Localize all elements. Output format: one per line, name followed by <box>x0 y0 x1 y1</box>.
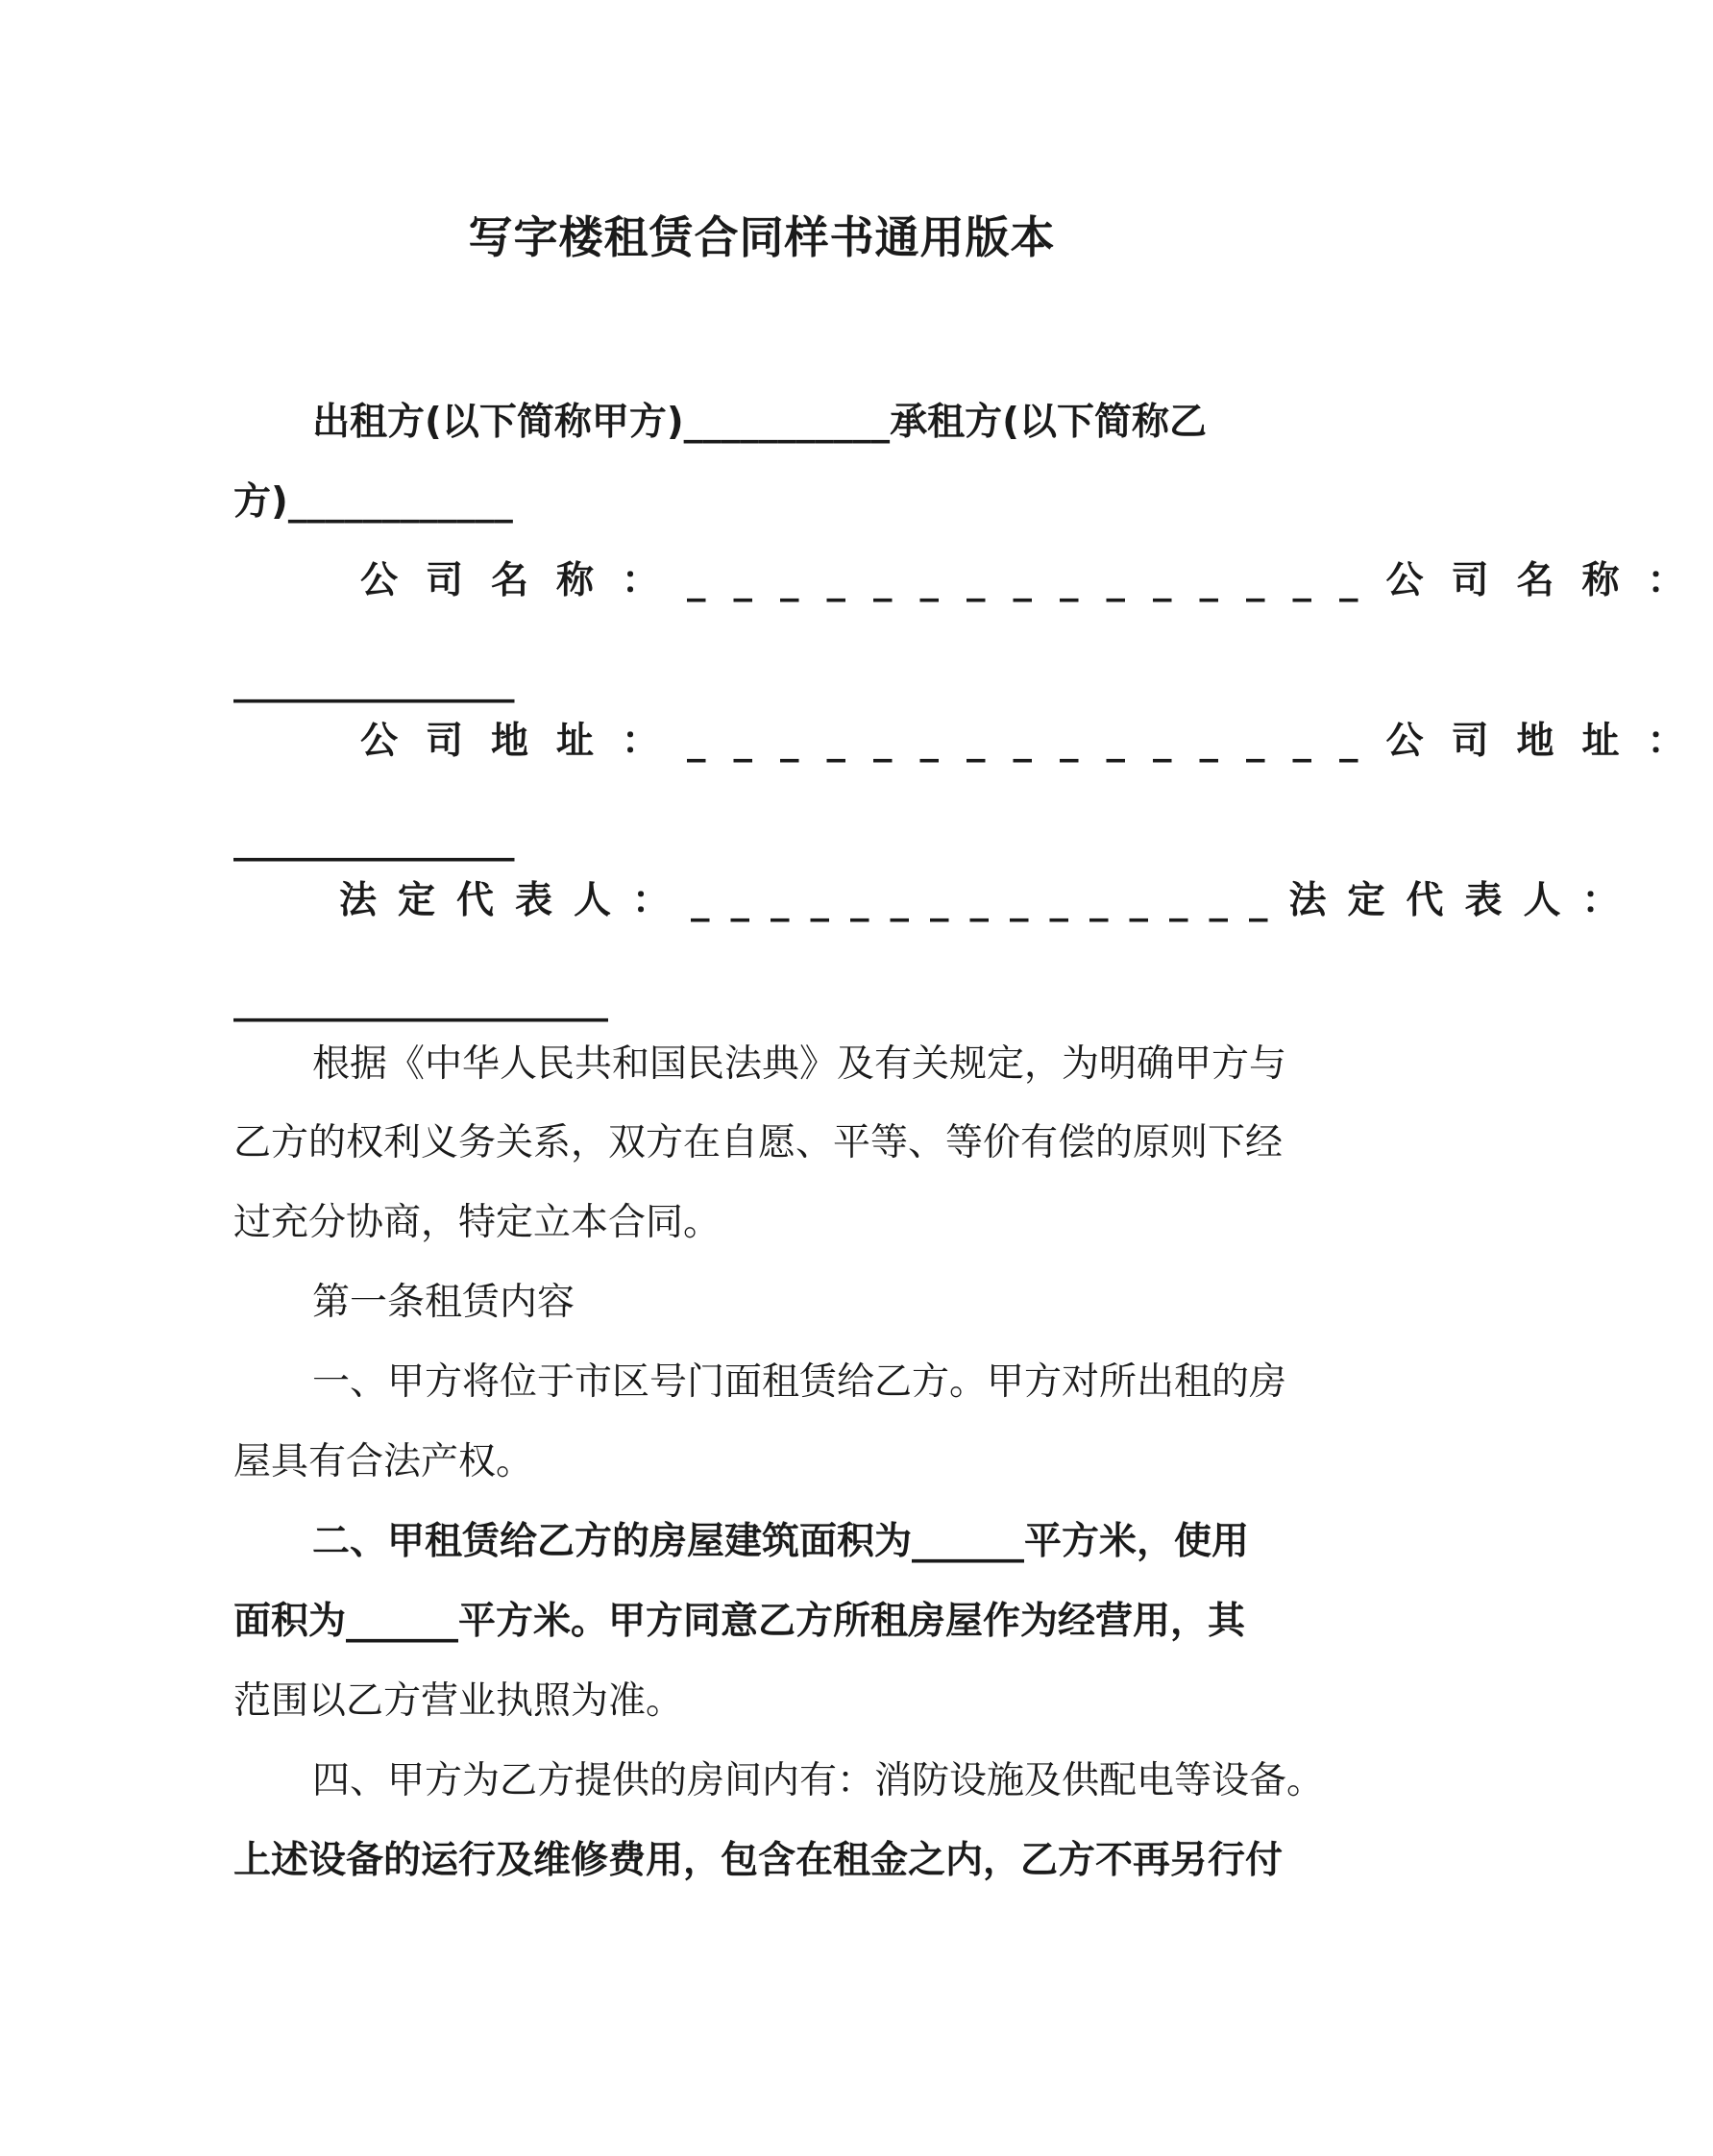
document-title: 写字楼租赁合同样书通用版本 <box>468 211 1056 263</box>
text-line: 二、甲租赁给乙方的房屋建筑面积为______平方米，使用 <box>312 1520 1250 1563</box>
text-line: 根据《中华人民共和国民法典》及有关规定，为明确甲方与 <box>312 1042 1287 1086</box>
text-line: 方)____________ <box>233 480 513 524</box>
text-line: 公司地址：_______________公司地址： <box>360 720 1713 763</box>
text-line: 范围以乙方营业执照为准。 <box>233 1679 684 1723</box>
text-line: ____________________ <box>233 979 608 1022</box>
text-line: 屋具有合法产权。 <box>233 1440 534 1483</box>
text-line: 四、甲方为乙方提供的房间内有：消防设施及供配电等设备。 <box>312 1759 1325 1802</box>
text-line: _______________ <box>233 660 515 703</box>
text-line: 公司名称：_______________公司名称： <box>360 559 1713 602</box>
text-line: 过充分协商，特定立本合同。 <box>233 1201 722 1244</box>
text-line: _______________ <box>233 819 515 862</box>
text-line: 法定代表人：_______________法定代表人： <box>339 879 1641 922</box>
text-line: 出租方(以下简称甲方)___________承租方(以下简称乙 <box>312 401 1207 444</box>
text-line: 一、甲方将位于市区号门面租赁给乙方。甲方对所出租的房 <box>312 1360 1287 1404</box>
text-line: 第一条租赁内容 <box>312 1281 575 1324</box>
text-line: 乙方的权利义务关系，双方在自愿、平等、等价有偿的原则下经 <box>233 1121 1284 1164</box>
text-line: 面积为______平方米。甲方同意乙方所租房屋作为经营用，其 <box>233 1600 1246 1643</box>
text-line: 上述设备的运行及维修费用，包含在租金之内，乙方不再另行付 <box>233 1839 1284 1882</box>
